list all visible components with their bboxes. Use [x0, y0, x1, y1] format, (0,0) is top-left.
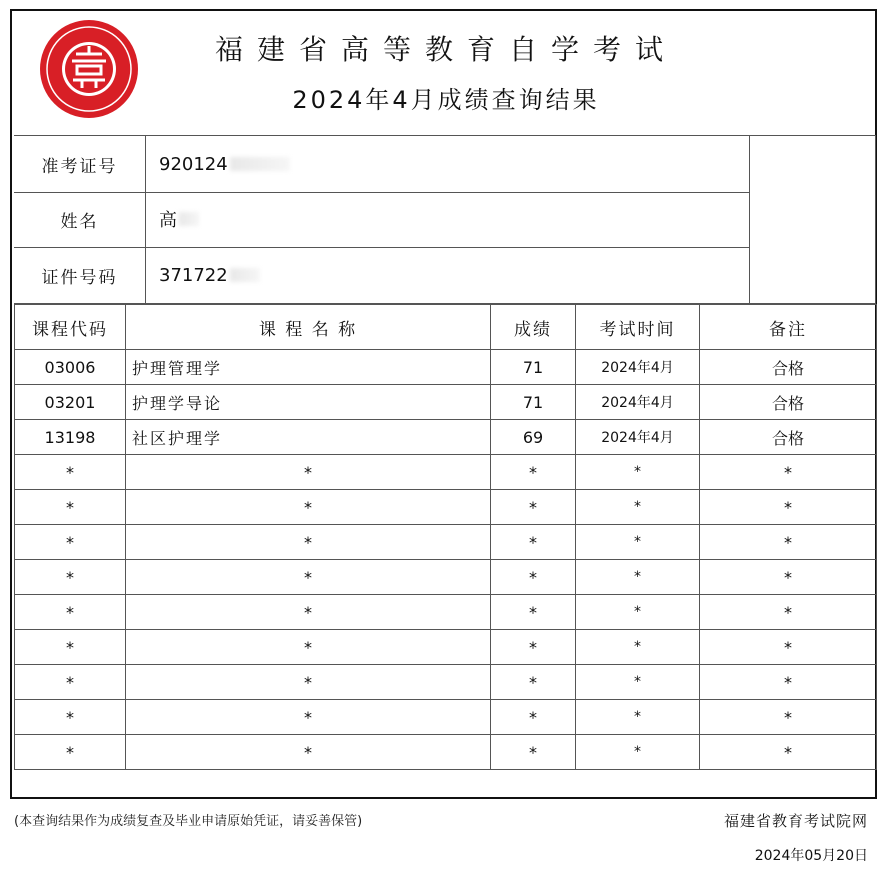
- course-name-cell: *: [126, 630, 491, 665]
- exam-date-cell: *: [576, 595, 700, 630]
- page-title: 福建省高等教育自学考试: [214, 33, 677, 66]
- exam-date-cell: *: [576, 630, 700, 665]
- remark-cell: *: [700, 490, 877, 525]
- score-cell: *: [491, 700, 576, 735]
- info-value: 920124: [159, 136, 290, 192]
- exam-date-cell: 2024年4月: [576, 350, 700, 385]
- remark-cell: 合格: [700, 420, 877, 455]
- score-cell: *: [491, 455, 576, 490]
- exam-date-cell: *: [576, 490, 700, 525]
- column-header: 课程代码: [15, 305, 126, 350]
- course-name-cell: *: [126, 735, 491, 770]
- course-code-cell: *: [15, 735, 126, 770]
- score-cell: 71: [491, 350, 576, 385]
- score-cell: *: [491, 525, 576, 560]
- remark-cell: *: [700, 525, 877, 560]
- exam-date-cell: *: [576, 665, 700, 700]
- column-header: 备注: [700, 305, 877, 350]
- table-row: [15, 455, 877, 490]
- info-row-exam-id: [14, 135, 749, 193]
- course-name-cell: *: [126, 595, 491, 630]
- table-header-row: [15, 305, 877, 350]
- grades-table: [14, 304, 877, 770]
- course-code-cell: 03201: [15, 385, 126, 420]
- info-value: 371722: [159, 247, 260, 303]
- course-name-cell: *: [126, 560, 491, 595]
- course-code-cell: *: [15, 455, 126, 490]
- course-name-cell: *: [126, 700, 491, 735]
- exam-date-cell: 2024年4月: [576, 420, 700, 455]
- course-name-cell: *: [126, 525, 491, 560]
- course-name-cell: 护理管理学: [126, 350, 491, 385]
- score-cell: 69: [491, 420, 576, 455]
- info-label: 姓名: [14, 191, 146, 247]
- course-code-cell: *: [15, 560, 126, 595]
- score-cell: *: [491, 595, 576, 630]
- remark-cell: *: [700, 735, 877, 770]
- remark-cell: *: [700, 665, 877, 700]
- table-row: [15, 595, 877, 630]
- issue-date: 2024年05月20日: [754, 848, 868, 864]
- column-header: 考试时间: [576, 305, 700, 350]
- exam-date-cell: *: [576, 455, 700, 490]
- course-code-cell: *: [15, 595, 126, 630]
- table-row: [15, 560, 877, 595]
- score-cell: *: [491, 735, 576, 770]
- course-name-cell: *: [126, 665, 491, 700]
- score-cell: *: [491, 630, 576, 665]
- candidate-info: [14, 135, 876, 304]
- table-row: [15, 700, 877, 735]
- remark-cell: *: [700, 595, 877, 630]
- course-name-cell: *: [126, 490, 491, 525]
- remark-cell: *: [700, 700, 877, 735]
- course-code-cell: *: [15, 665, 126, 700]
- table-row: [15, 490, 877, 525]
- score-cell: *: [491, 490, 576, 525]
- column-header: 课 程 名 称: [126, 305, 491, 350]
- course-name-cell: *: [126, 455, 491, 490]
- remark-cell: *: [700, 455, 877, 490]
- column-header: 成绩: [491, 305, 576, 350]
- info-label: 准考证号: [14, 136, 146, 192]
- exam-date-cell: *: [576, 735, 700, 770]
- score-cell: *: [491, 665, 576, 700]
- info-row-id-number: [14, 247, 749, 304]
- table-row: [15, 630, 877, 665]
- remark-cell: 合格: [700, 350, 877, 385]
- table-row: [15, 525, 877, 560]
- course-code-cell: *: [15, 525, 126, 560]
- exam-date-cell: *: [576, 700, 700, 735]
- remark-cell: 合格: [700, 385, 877, 420]
- info-label: 证件号码: [14, 247, 146, 303]
- remark-cell: *: [700, 560, 877, 595]
- course-code-cell: *: [15, 630, 126, 665]
- score-cell: 71: [491, 385, 576, 420]
- table-row: [15, 350, 877, 385]
- page-subtitle: 2024年4月成绩查询结果: [292, 86, 600, 114]
- issuing-organization: 福建省教育考试院网: [723, 812, 868, 830]
- photo-placeholder: [749, 135, 876, 304]
- exam-date-cell: *: [576, 560, 700, 595]
- table-row: [15, 665, 877, 700]
- course-code-cell: 13198: [15, 420, 126, 455]
- table-row: [15, 420, 877, 455]
- course-code-cell: *: [15, 490, 126, 525]
- score-cell: *: [491, 560, 576, 595]
- footer-note: (本查询结果作为成绩复查及毕业申请原始凭证，请妥善保管): [14, 814, 363, 829]
- course-code-cell: 03006: [15, 350, 126, 385]
- info-value: 高: [159, 191, 199, 247]
- remark-cell: *: [700, 630, 877, 665]
- table-row: [15, 735, 877, 770]
- course-name-cell: 护理学导论: [126, 385, 491, 420]
- exam-date-cell: 2024年4月: [576, 385, 700, 420]
- course-code-cell: *: [15, 700, 126, 735]
- table-row: [15, 385, 877, 420]
- course-name-cell: 社区护理学: [126, 420, 491, 455]
- info-row-name: [14, 191, 749, 248]
- exam-date-cell: *: [576, 525, 700, 560]
